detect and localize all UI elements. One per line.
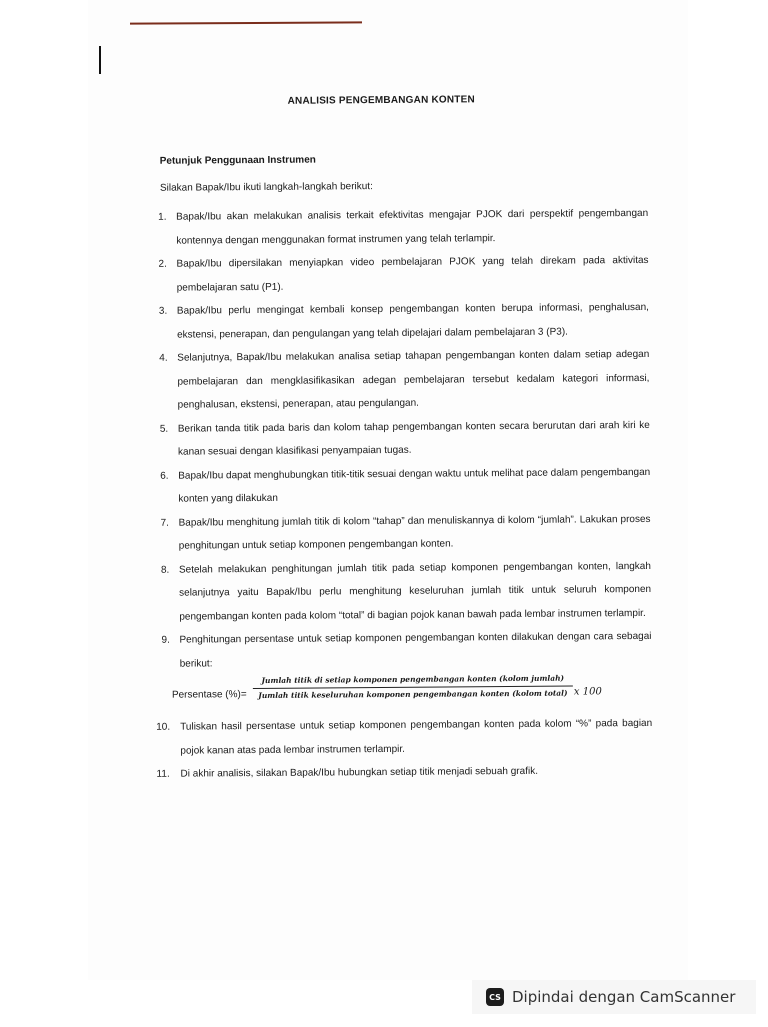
step-item: 2. Bapak/Ibu dipersilakan menyiapkan video pembelajaran PJOK yang telah direkam pada aktivitas pembelajaran satu (P1).: [160, 249, 648, 300]
step-item: 7. Bapak/Ibu menghitung jumlah titik di kolom “tahap” dan menuliskannya di kolom “jumlah”. Lakukan proses penghitungan untuk setiap komponen pengembangan konten.: [162, 507, 650, 558]
steps-list: [156, 202, 653, 786]
step-item: 5. Berikan tanda titik pada baris dan kolom tahap pengembangan konten secara berurutan dari arah kiri ke kanan sesuai dengan klasifikasi penyampaian tugas.: [162, 413, 650, 464]
step-item: 1. Bapak/Ibu akan melakukan analisis terkait efektivitas mengajar PJOK dari perspektif pengembangan kontennya dengan menggunakan format instrumen yang telah terlampir.: [160, 202, 648, 253]
formula-multiplier: x 100: [573, 686, 602, 698]
step-text: Bapak/Ibu perlu mengingat kembali konsep pengembangan konten berupa informasi, penghalusan, ekstensi, penerapan, dan pengulangan yang telah dipelajari dalam pembelajaran 3 (P3).: [176, 301, 649, 341]
step-item: 10. Tuliskan hasil persentase untuk setiap komponen pengembangan konten pada kolom “%” pada bagian pojok kanan atas pada lembar instrumen terlampir.: [164, 712, 652, 763]
step-text: Tuliskan hasil persentase untuk setiap komponen pengembangan konten pada kolom “%” pada bagian pojok kanan atas pada lembar instrumen terlampir.: [180, 717, 653, 757]
step-item: 3. Bapak/Ibu perlu mengingat kembali konsep pengembangan konten berupa informasi, penghalusan, ekstensi, penerapan, dan pengulangan yang telah dipelajari dalam pembelajaran 3 (P3).: [161, 296, 649, 347]
formula-label: Persentase (%)=: [171, 689, 247, 701]
step-text: Berikan tanda titik pada baris dan kolom tahap pengembangan konten secara berurutan dari arah kiri ke kanan sesuai dengan klasifikasi penyampaian tugas.: [177, 419, 650, 458]
step-item: 11. Di akhir analisis, silakan Bapak/Ibu hubungkan setiap titik menjadi sebuah grafik.: [164, 759, 652, 786]
camscanner-logo-icon: CS: [486, 988, 504, 1006]
watermark-text: Dipindai dengan CamScanner: [512, 988, 736, 1006]
step-item: 8. Setelah melakukan penghitungan jumlah titik pada setiap komponen pengembangan konten, langkah selanjutnya yaitu Bapak/Ibu perlu menghitung keseluruhan jumlah titik untuk seluruh komponen pengembangan konten pada kolom “total” di bagian pojok kanan bawah pada lembar instrumen terlampir.: [163, 554, 652, 628]
step-item: 9. Penghitungan persentase untuk setiap komponen pengembangan konten dilakukan dengan cara sebagai berikut:: [163, 625, 651, 676]
step-text: Bapak/Ibu dipersilakan menyiapkan video pembelajaran PJOK yang telah direkam pada aktivitas pembelajaran satu (P1).: [176, 254, 649, 294]
document-title: ANALISIS PENGEMBANGAN KONTEN: [287, 94, 475, 107]
step-text: Penghitungan persentase untuk setiap komponen pengembangan konten dilakukan dengan cara sebagai berikut:: [179, 630, 652, 670]
step-item: 4. Selanjutnya, Bapak/Ibu melakukan analisa setiap tahapan pengembangan konten dalam setiap adegan pembelajaran dan mengklasifikasikan adegan pembelajaran tersebut kedalam kategori informasi, penghalusan, ekstensi, penerapan, atau pengulangan.: [161, 343, 650, 417]
step-text: Di akhir analisis, silakan Bapak/Ibu hubungkan setiap titik menjadi sebuah grafik.: [180, 765, 539, 780]
step-text: Setelah melakukan penghitungan jumlah titik pada setiap komponen pengembangan konten, langkah selanjutnya yaitu Bapak/Ibu perlu menghitung keseluruhan jumlah titik untuk seluruh komponen pengembangan konten pada kolom “total” di bagian pojok kanan bawah pada lembar instrumen terlampir.: [178, 560, 652, 623]
step-item: 6. Bapak/Ibu dapat menghubungkan titik-titik sesuai dengan waktu untuk melihat pace dalam pengembangan konten yang dilakukan: [162, 460, 650, 511]
step-text: Bapak/Ibu akan melakukan analisis terkait efektivitas mengajar PJOK dari perspektif pengembangan kontennya dengan menggunakan format instrumen yang telah terlampir.: [176, 207, 649, 247]
camscanner-watermark: [472, 980, 756, 1014]
section-heading: Petunjuk Penggunaan Instrumen: [159, 154, 316, 167]
formula-fraction: [253, 673, 573, 703]
step-text: Selanjutnya, Bapak/Ibu melakukan analisa setiap tahapan pengembangan konten dalam setiap adegan pembelajaran dan mengklasifikasikan adegan pembelajaran tersebut kedalam kategori informasi, penghalusan, ekstensi, penerapan, atau pengulangan.: [177, 348, 650, 411]
formula-denominator: Jumlah titik keseluruhan komponen pengembangan konten (kolom total): [258, 688, 568, 700]
percentage-formula: [164, 672, 652, 716]
formula-numerator: Jumlah titik di setiap komponen pengembangan konten (kolom jumlah): [253, 673, 573, 690]
step-text: Bapak/Ibu dapat menghubungkan titik-titik sesuai dengan waktu untuk melihat pace dalam pengembangan konten yang dilakukan: [178, 466, 651, 505]
step-text: Bapak/Ibu menghitung jumlah titik di kolom “tahap” dan menuliskannya di kolom “jumlah”. Lakukan proses penghitungan untuk setiap komponen pengembangan konten.: [178, 513, 651, 552]
intro-text: Silakan Bapak/Ibu ikuti langkah-langkah berikut:: [159, 181, 373, 194]
